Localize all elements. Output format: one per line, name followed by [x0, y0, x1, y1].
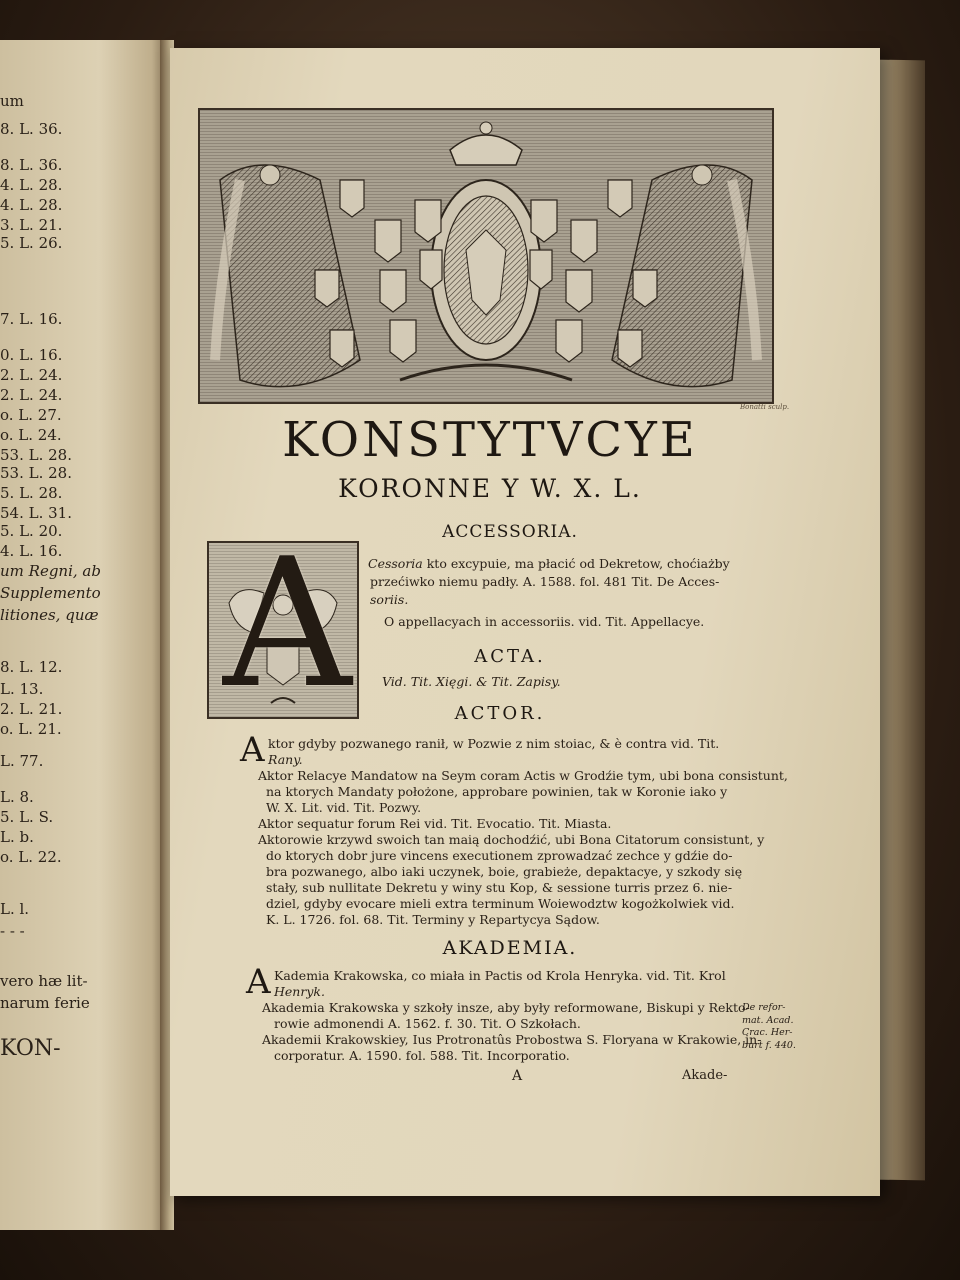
left-page-line: o. L. 22.: [0, 848, 62, 866]
akademia-line-2: Henryk.: [274, 984, 325, 999]
initial-letter: A: [223, 520, 352, 727]
heading-akademia: AKADEMIA.: [442, 937, 578, 959]
heading-acta: ACTA.: [474, 646, 546, 667]
left-page-line: 2. L. 24.: [0, 386, 63, 404]
left-page-line: 5. L. 26.: [0, 234, 63, 252]
left-page-line: 5. L. 28.: [0, 484, 63, 502]
margin-note: De refor-mat. Acad. Crac. Her-burt f. 440.: [742, 1002, 796, 1051]
actor-line-6: Aktor sequatur forum Rei vid. Tit. Evocatio. Tit. Miasta.: [258, 816, 612, 831]
left-page-line: 0. L. 16.: [0, 346, 63, 364]
actor-line-3: Aktor Relacye Mandatow na Seym coram Actis w Grodźie tym, ubi bona consistunt,: [258, 768, 788, 783]
akademia-line-4: rowie admonendi A. 1562. f. 30. Tit. O Szkołach.: [274, 1016, 581, 1031]
actor-line-5: W. X. Lit. vid. Tit. Pozwy.: [266, 800, 422, 815]
left-page-line: 3. L. 21.: [0, 216, 63, 234]
left-page-line: L. 13.: [0, 680, 44, 698]
left-page-line: 8. L. 36.: [0, 156, 63, 174]
actor-line-2: Rany.: [268, 752, 303, 767]
left-page-line: vero hæ lit-: [0, 972, 88, 990]
left-page-line: 8. L. 36.: [0, 120, 63, 138]
left-page: [0, 40, 165, 1230]
acta-line: Vid. Tit. Xięgi. & Tit. Zapisy.: [382, 674, 561, 689]
left-page-line: o. L. 21.: [0, 720, 62, 738]
left-page-line: - - -: [0, 922, 25, 940]
actor-line-1: ktor gdyby pozwanego ranił, w Pozwie z nim stoiac, & è contra vid. Tit.: [268, 736, 720, 751]
signature-mark: A: [512, 1068, 523, 1084]
left-page-line: o. L. 24.: [0, 426, 62, 444]
accessoria-line-1-text: kto excypuie, ma płacić od Dekretow, choćiażby: [422, 556, 730, 571]
akademia-line-3: Akademia Krakowska y szkoły insze, aby były reformowane, Biskupi y Rekto-: [262, 1000, 750, 1015]
accessoria-line-2: przećiwko niemu padły. A. 1588. fol. 481 Tit. De Acces-: [370, 574, 720, 589]
accessoria-line-4: O appellacyach in accessoriis. vid. Tit. Appellacye.: [384, 614, 705, 629]
left-page-line: 4. L. 28.: [0, 196, 63, 214]
left-page-line: um: [0, 92, 24, 110]
coat-of-arms-icon: [200, 110, 772, 402]
catchword: Akade-: [682, 1068, 728, 1083]
page-title: KONSTYTVCYE: [282, 412, 698, 468]
left-page-line: 7. L. 16.: [0, 310, 63, 328]
left-page-line: L. b.: [0, 828, 34, 846]
left-page-line: 4. L. 28.: [0, 176, 63, 194]
actor-line-8: do ktorych dobr jure vincens executionem zprowadzać zechce y gdźie do-: [266, 848, 733, 863]
left-page-line: L. 77.: [0, 752, 44, 770]
accessoria-keyword: Cessoria: [368, 556, 423, 571]
heading-accessoria: ACCESSORIA.: [442, 522, 578, 542]
left-page-line: 8. L. 12.: [0, 658, 63, 676]
left-page-catchword: KON-: [0, 1036, 61, 1061]
left-page-line: litiones, quæ: [0, 606, 99, 624]
heading-actor: ACTOR.: [454, 703, 546, 724]
akademia-line-6: corporatur. A. 1590. fol. 588. Tit. Incorporatio.: [274, 1048, 570, 1063]
left-page-line: 54. L. 31.: [0, 504, 72, 522]
actor-line-12: K. L. 1726. fol. 68. Tit. Terminy y Repartycya Sądow.: [266, 912, 600, 927]
akademia-line-5: Akademii Krakowskiey, Ius Protronatûs Probostwa S. Floryana w Krakowie, in-: [262, 1032, 762, 1047]
actor-line-4: na ktorych Mandaty położone, approbare powinien, tak w Koronie iako y: [266, 784, 728, 799]
actor-line-9: bra pozwanego, albo iaki uczynek, boie, grabieże, depaktacye, y szkody się: [266, 864, 743, 879]
left-page-line: 53. L. 28.: [0, 446, 72, 464]
actor-line-10: stały, sub nullitate Dekretu y winy stu Kop, & sessione turris przez 6. nie-: [266, 880, 733, 895]
left-page-line: Supplemento: [0, 584, 101, 602]
left-page-line: 5. L. 20.: [0, 522, 63, 540]
engraver-signature: Bonatti sculp.: [740, 403, 790, 411]
akademia-line-1: Kademia Krakowska, co miała in Pactis od Krola Henryka. vid. Tit. Krol: [274, 968, 726, 983]
left-page-line: 2. L. 24.: [0, 366, 63, 384]
actor-line-7: Aktorowie krzywd swoich tan maią dochodźić, ubi Bona Citatorum consistunt, y: [258, 832, 765, 847]
accessoria-line-1: [368, 556, 730, 572]
accessoria-line-3: soriis.: [370, 592, 409, 607]
coat-of-arms-engraving: [198, 108, 774, 404]
left-page-line: um Regni, ab: [0, 562, 101, 580]
left-page-line: 5. L. S.: [0, 808, 54, 826]
left-page-line: 53. L. 28.: [0, 464, 72, 482]
actor-dropcap: A: [240, 730, 265, 770]
left-page-line: L. l.: [0, 900, 30, 918]
left-page-line: 4. L. 16.: [0, 542, 63, 560]
page-edges: [875, 60, 925, 1181]
page-subtitle: KORONNE Y W. X. L.: [338, 474, 642, 503]
left-page-line: narum ferie: [0, 994, 90, 1012]
left-page-line: L. 8.: [0, 788, 34, 806]
akademia-dropcap: A: [246, 962, 271, 1002]
decorated-initial: [207, 520, 359, 727]
left-page-line: 2. L. 21.: [0, 700, 63, 718]
actor-line-11: dziel, gdyby evocare mieli extra terminum Woiewodztw kogożkolwiek vid.: [266, 896, 735, 911]
left-page-line: o. L. 27.: [0, 406, 62, 424]
